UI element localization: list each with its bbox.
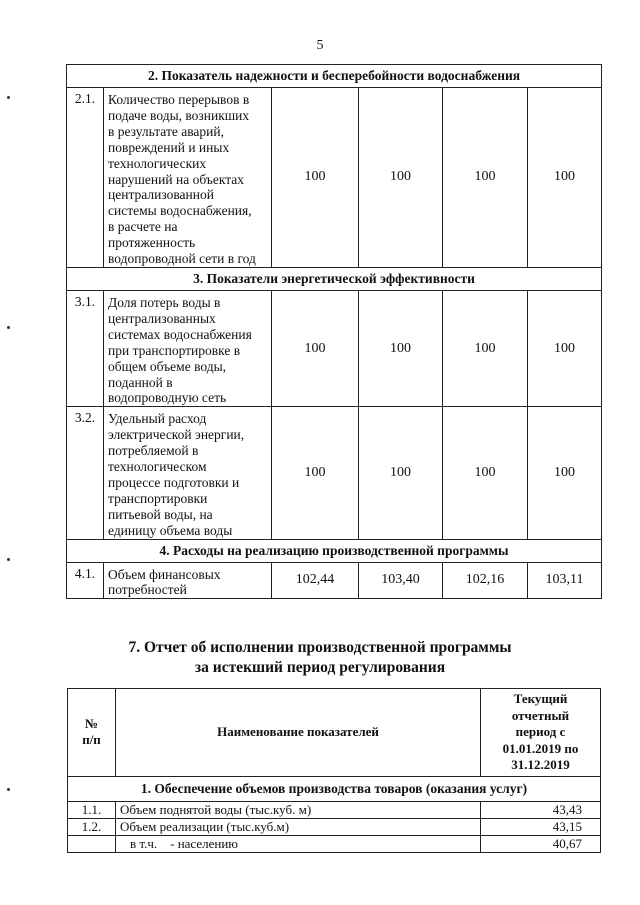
row-number: 1.2.: [68, 818, 116, 835]
value-cell: 102,44: [272, 562, 359, 599]
value-cell: 100: [359, 88, 443, 268]
table-row: [68, 835, 601, 852]
row-description: Удельный расход электрической энергии, потребляемой в технологическом процессе подготовки и транспортировки питьевой воды, на единицу объема воды: [104, 407, 272, 539]
value-cell: 100: [443, 290, 528, 406]
row-number: 4.1.: [67, 562, 104, 599]
report-heading: 7. Отчет об исполнении производственной программы за истекший период регулирования: [128, 639, 512, 676]
value-cell: 100: [359, 407, 443, 539]
row-value: 43,15: [481, 818, 601, 835]
value-cell: 103,40: [359, 562, 443, 599]
row-number: 2.1.: [67, 88, 104, 268]
section-title-expenses: 4. Расходы на реализацию производственной программы: [67, 539, 602, 562]
value-cell: 100: [528, 407, 602, 539]
value-cell: 100: [528, 290, 602, 406]
table-row: [68, 818, 601, 835]
table-header-row: [68, 689, 601, 777]
row-name: Объем реализации (тыс.куб.м): [116, 818, 481, 835]
row-value: 43,43: [481, 801, 601, 818]
scan-mark: [7, 788, 10, 791]
value-cell: 100: [272, 88, 359, 268]
value-cell: 102,16: [443, 562, 528, 599]
value-cell: 103,11: [528, 562, 602, 599]
row-value: 40,67: [481, 835, 601, 852]
header-current-period: Текущий отчетный период с 01.01.2019 по 31.12.2019: [481, 689, 601, 777]
table-row: [67, 88, 602, 268]
section-title-production: 1. Обеспечение объемов производства товаров (оказания услуг): [68, 776, 601, 801]
row-number: [68, 835, 116, 852]
row-number: 3.2.: [67, 407, 104, 539]
header-number: № п/п: [68, 689, 116, 777]
value-cell: 100: [443, 407, 528, 539]
page-number: 5: [316, 38, 324, 53]
section-title-energy: 3. Показатели энергетической эффективности: [67, 267, 602, 290]
value-cell: 100: [443, 88, 528, 268]
scan-mark: [7, 558, 10, 561]
row-number: 1.1.: [68, 801, 116, 818]
row-name: Объем поднятой воды (тыс.куб. м): [116, 801, 481, 818]
row-description: Объем финансовых потребностей: [104, 562, 272, 599]
table-row: [67, 290, 602, 406]
report-table: [67, 688, 601, 853]
row-description: Количество перерывов в подаче воды, возникших в результате аварий, повреждений и иных технологических нарушений на объектах централизованной системы водоснабжения, в расчете на протяженность водопроводной сети в год: [104, 88, 272, 268]
header-name: Наименование показателей: [116, 689, 481, 777]
table-row: [67, 407, 602, 539]
scan-mark: [7, 96, 10, 99]
section-title-reliability: 2. Показатель надежности и бесперебойности водоснабжения: [67, 65, 602, 88]
row-description: Доля потерь воды в централизованных системах водоснабжения при транспортировке в общем объеме воды, поданной в водопроводную сеть: [104, 290, 272, 406]
row-number: 3.1.: [67, 290, 104, 406]
value-cell: 100: [359, 290, 443, 406]
row-name: в т.ч. - населению: [116, 835, 481, 852]
value-cell: 100: [528, 88, 602, 268]
value-cell: 100: [272, 407, 359, 539]
table-row: [68, 801, 601, 818]
indicators-table: [66, 64, 602, 599]
table-row: [67, 562, 602, 599]
scan-mark: [7, 326, 10, 329]
value-cell: 100: [272, 290, 359, 406]
